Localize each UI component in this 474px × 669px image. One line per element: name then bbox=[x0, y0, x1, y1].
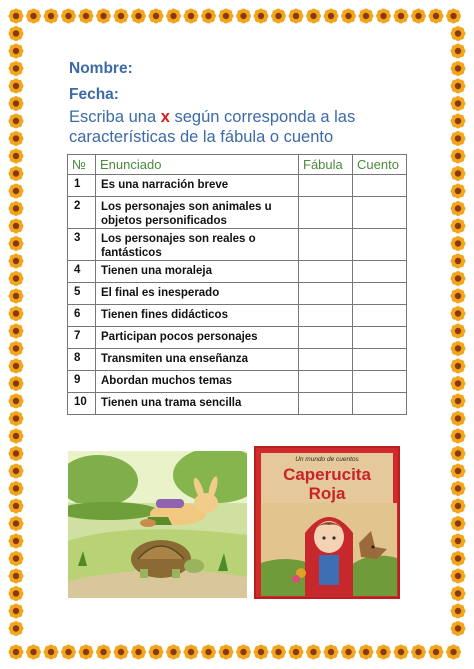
fable-answer-cell[interactable] bbox=[299, 261, 353, 283]
instruction-mark: x bbox=[160, 108, 170, 126]
name-label: Nombre: bbox=[69, 60, 133, 77]
instruction-text bbox=[69, 107, 409, 147]
row-number: 1 bbox=[68, 175, 96, 197]
row-number: 8 bbox=[68, 349, 96, 371]
little-red-riding-hood-illustration bbox=[261, 503, 397, 596]
fable-answer-cell[interactable] bbox=[299, 393, 353, 415]
fable-answer-cell[interactable] bbox=[299, 229, 353, 261]
story-answer-cell[interactable] bbox=[353, 283, 407, 305]
row-statement: Tienen una trama sencilla bbox=[96, 393, 299, 415]
header-story: Cuento bbox=[353, 155, 407, 175]
book-series-text: Un mundo de cuentos bbox=[295, 456, 359, 463]
table-row bbox=[68, 175, 407, 197]
table-row bbox=[68, 261, 407, 283]
row-statement: Abordan muchos temas bbox=[96, 371, 299, 393]
row-statement: Tienen una moraleja bbox=[96, 261, 299, 283]
characteristics-table bbox=[67, 154, 407, 415]
table-row bbox=[68, 229, 407, 261]
book-cover bbox=[254, 446, 400, 599]
row-number: 6 bbox=[68, 305, 96, 327]
story-answer-cell[interactable] bbox=[353, 371, 407, 393]
table-row bbox=[68, 305, 407, 327]
fable-answer-cell[interactable] bbox=[299, 349, 353, 371]
fable-answer-cell[interactable] bbox=[299, 175, 353, 197]
row-number: 5 bbox=[68, 283, 96, 305]
row-number: 9 bbox=[68, 371, 96, 393]
story-answer-cell[interactable] bbox=[353, 197, 407, 229]
story-answer-cell[interactable] bbox=[353, 229, 407, 261]
table-row bbox=[68, 197, 407, 229]
table-row bbox=[68, 349, 407, 371]
row-number: 10 bbox=[68, 393, 96, 415]
table-row bbox=[68, 283, 407, 305]
instruction-after: según corresponda a las características de la fábula o cuento bbox=[69, 108, 356, 146]
row-number: 3 bbox=[68, 229, 96, 261]
story-answer-cell[interactable] bbox=[353, 261, 407, 283]
row-statement: Es una narración breve bbox=[96, 175, 299, 197]
row-statement: Participan pocos personajes bbox=[96, 327, 299, 349]
header-statement: Enunciado bbox=[96, 155, 299, 175]
story-answer-cell[interactable] bbox=[353, 349, 407, 371]
date-label: Fecha: bbox=[69, 86, 119, 103]
fable-answer-cell[interactable] bbox=[299, 327, 353, 349]
row-statement: Transmiten una enseñanza bbox=[96, 349, 299, 371]
instruction-before: Escriba una bbox=[69, 108, 161, 126]
table-header-row bbox=[68, 155, 407, 175]
row-statement: Los personajes son animales u objetos personificados bbox=[96, 197, 299, 229]
row-number: 2 bbox=[68, 197, 96, 229]
story-answer-cell[interactable] bbox=[353, 175, 407, 197]
table-row bbox=[68, 327, 407, 349]
row-statement: Tienen fines didácticos bbox=[96, 305, 299, 327]
fable-answer-cell[interactable] bbox=[299, 283, 353, 305]
story-answer-cell[interactable] bbox=[353, 305, 407, 327]
row-number: 4 bbox=[68, 261, 96, 283]
fable-answer-cell[interactable] bbox=[299, 305, 353, 327]
row-statement: Los personajes son reales o fantásticos bbox=[96, 229, 299, 261]
book-title-line1: Caperucita bbox=[283, 465, 371, 484]
book-title-line2: Roja bbox=[308, 484, 346, 503]
book-cover-inner bbox=[261, 453, 393, 592]
table-row bbox=[68, 371, 407, 393]
story-answer-cell[interactable] bbox=[353, 393, 407, 415]
fable-answer-cell[interactable] bbox=[299, 197, 353, 229]
row-statement: El final es inesperado bbox=[96, 283, 299, 305]
header-number: № bbox=[68, 155, 96, 175]
story-answer-cell[interactable] bbox=[353, 327, 407, 349]
table-row bbox=[68, 393, 407, 415]
row-number: 7 bbox=[68, 327, 96, 349]
header-fable: Fábula bbox=[299, 155, 353, 175]
fable-answer-cell[interactable] bbox=[299, 371, 353, 393]
hare-and-tortoise-illustration bbox=[68, 451, 247, 598]
